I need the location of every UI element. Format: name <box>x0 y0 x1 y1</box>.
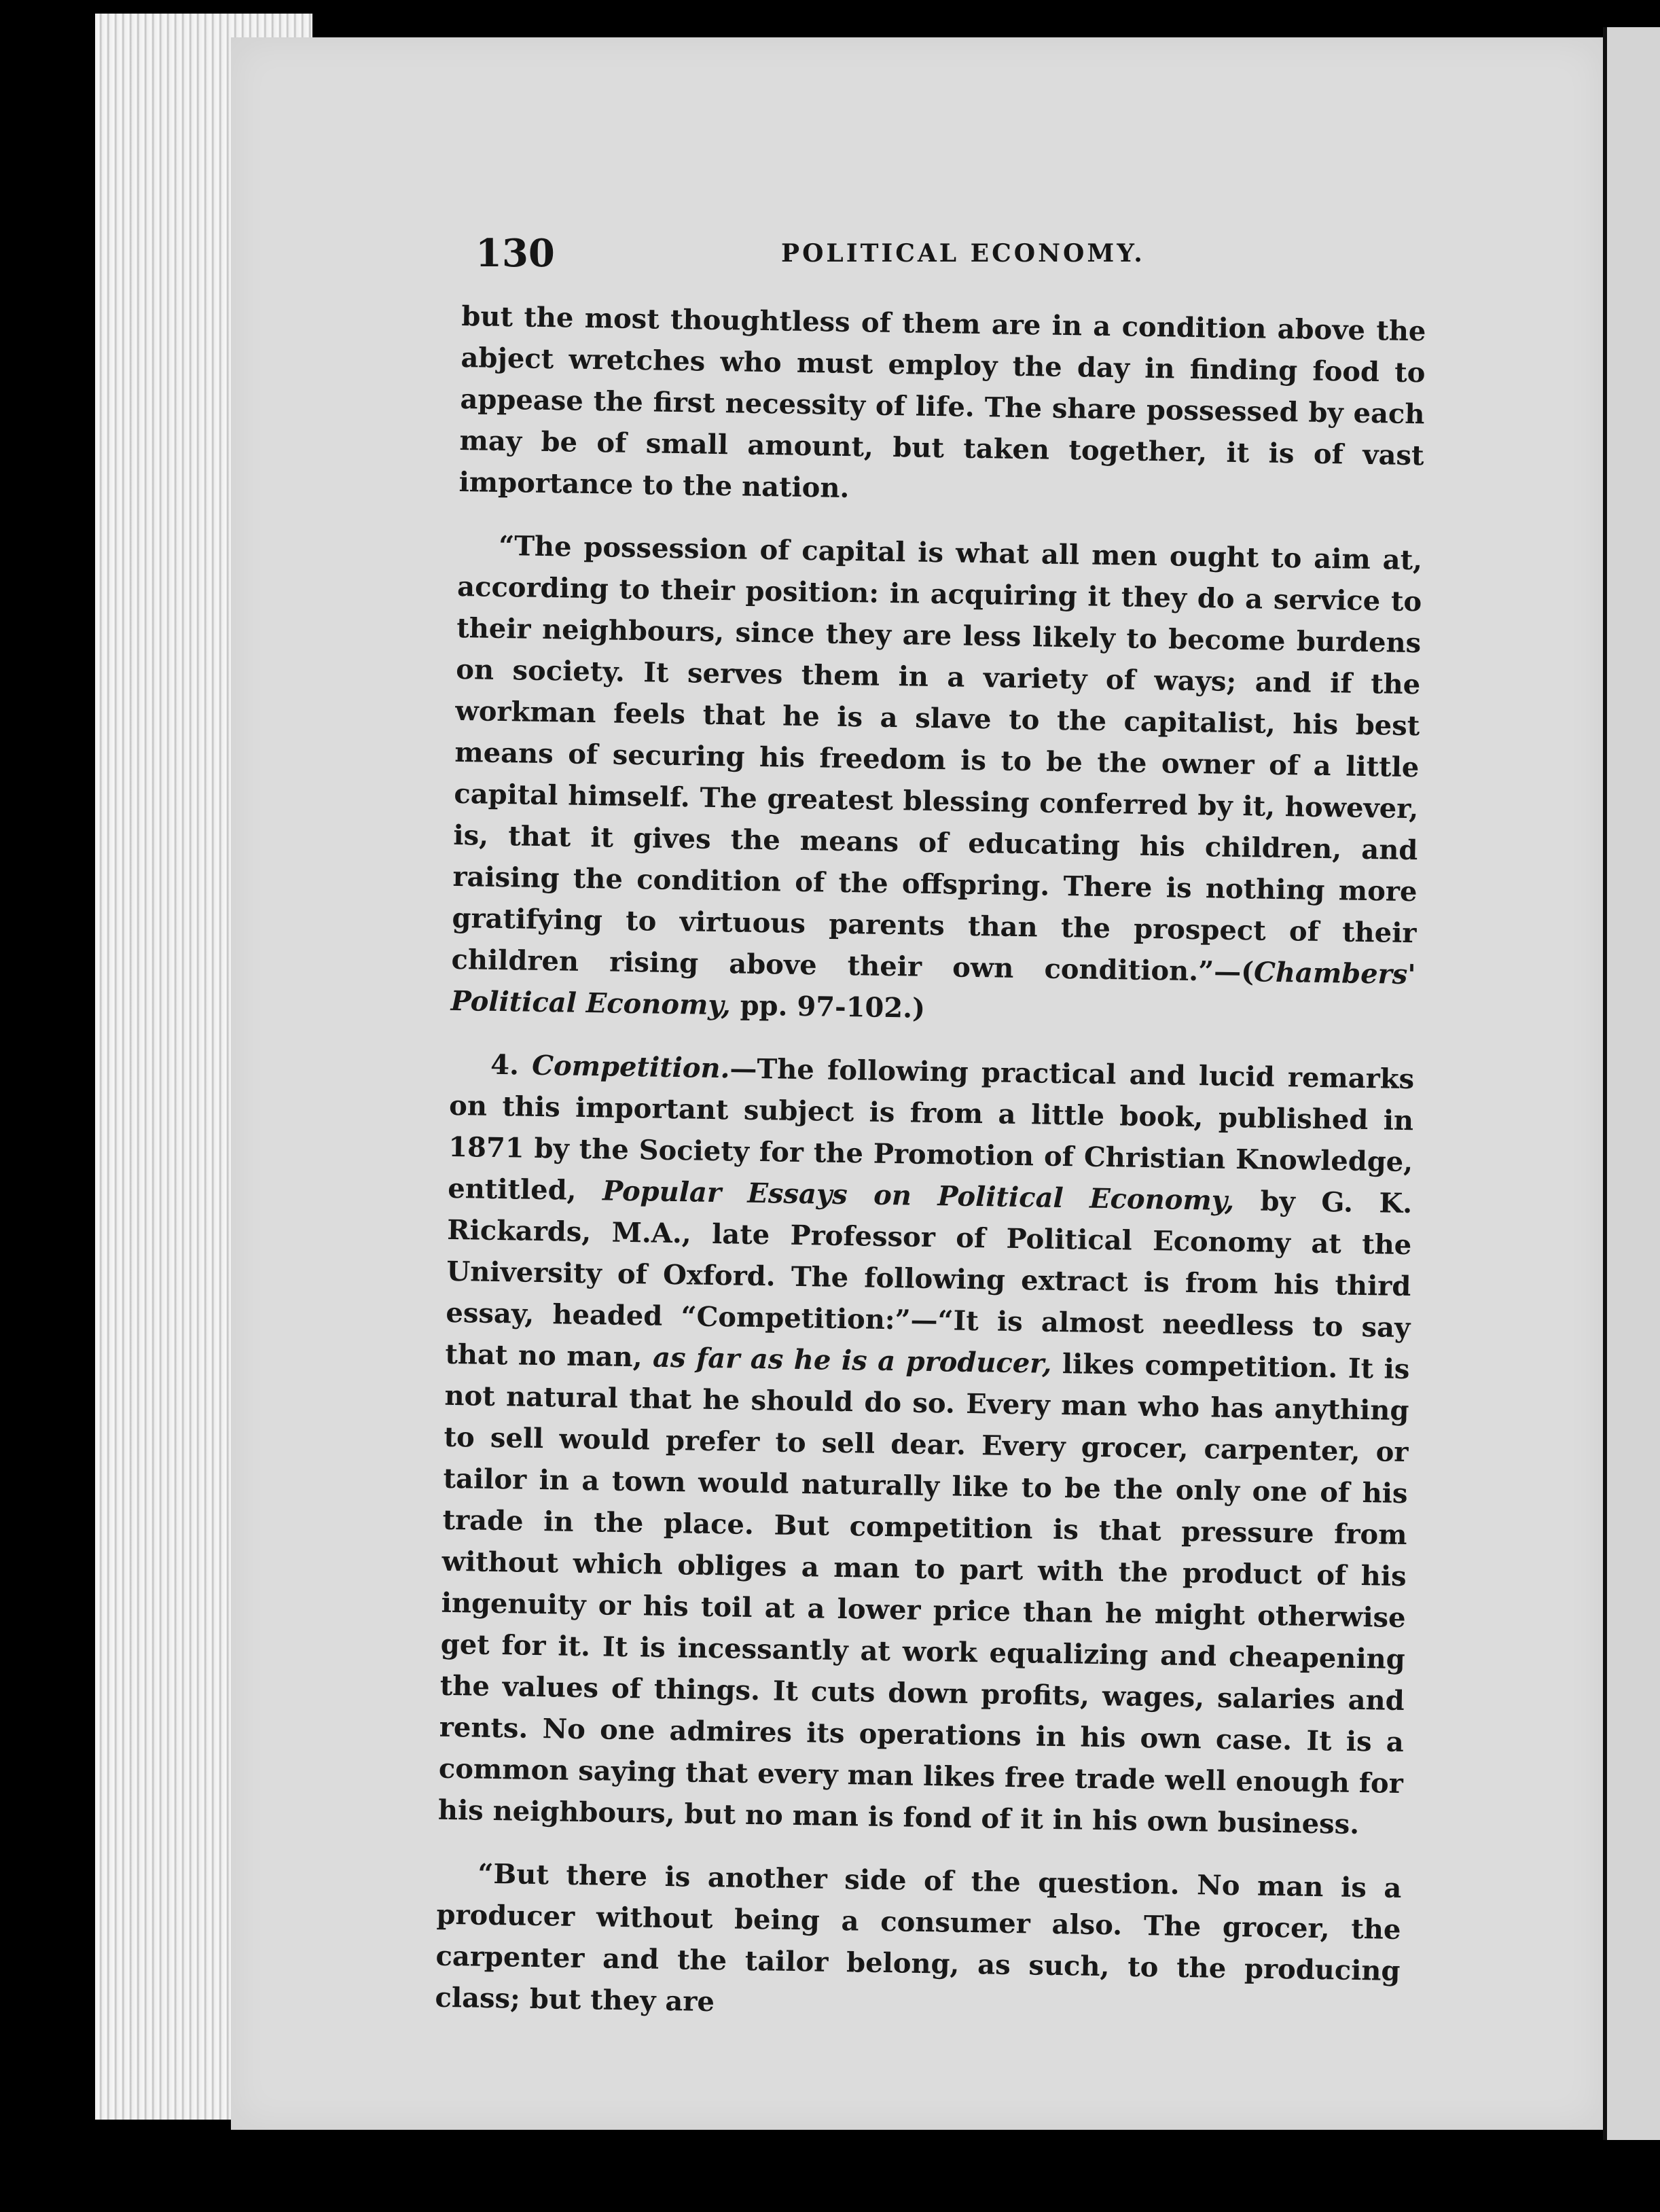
paragraph-4 <box>435 1853 1402 2033</box>
body-text <box>435 296 1426 2055</box>
section-number: 4. <box>490 1048 533 1082</box>
paragraph-3 <box>438 1043 1415 1846</box>
paragraph-2 <box>450 524 1422 1037</box>
page-title: POLITICAL ECONOMY. <box>781 239 1145 268</box>
book-title: Popular Essays on Political Economy, <box>602 1175 1235 1217</box>
running-head <box>475 231 1494 285</box>
paragraph-3-text-b: by G. K. Rickards, M.A., late Professor of Political Economy at the University of Oxford. The following extract is from his third essay, headed “Competition:”—“It is almost needless to say that no man, <box>445 1185 1413 1374</box>
paragraph-1-text: but the most thoughtless of them are in a condition above the abject wretches who must employ the day in finding food to appease the first necessity of life. The share possessed by each may be of small amount, but taken together, it is of vast importance to the nation. <box>458 300 1426 504</box>
paragraph-1 <box>458 296 1426 518</box>
paragraph-3-text-a: —The following practical and lucid remarks on this important subject is from a little book, published in 1871 by the Society for the Promotion of Christian Knowledge, entitled, <box>447 1052 1415 1207</box>
citation-title: Chambers' Political Economy, <box>450 956 1416 1022</box>
emphasis-phrase: as far as he is a producer, <box>652 1341 1052 1380</box>
page-number: 130 <box>475 231 555 276</box>
paragraph-3-text-c: likes competition. It is not natural that he should do so. Every man who has anything to sell would prefer to sell dear. Every grocer, carpenter, or tailor in a town would naturally like to be the only one of his trade in the place. But competition is that pressure from without which obliges a man to part with the product of his ingenuity or his toil at a lower price than he might otherwise get for it. It is incessantly at work equalizing and cheapening the values of things. It cuts down profits, wages, salaries and rents. No one admires its operations in his own case. It is a common saying that every man likes free trade well enough for his neighbours, but no man is fond of it in his own business. <box>437 1347 1410 1841</box>
facing-page-edge <box>1603 27 1660 2140</box>
paragraph-4-text: “But there is another side of the question. No man is a producer without being a consumer also. The grocer, the carpenter and the tailor belong, as such, to the producing class; but they are <box>435 1857 1402 2018</box>
section-heading: Competition. <box>531 1049 730 1085</box>
citation-pages: pp. 97-102.) <box>730 989 926 1024</box>
paragraph-2-text: “The possession of capital is what all men ought to aim at, according to their position: in acquiring it they do a service to their neighbours, since they are less likely to become burdens on society. It serves them in a variety of ways; and if the workman feels that he is a slave to the capitalist, his best means of securing his freedom is to be the owner of a little capital himself. The greatest blessing conferred by it, however, is, that it gives the means of educating his children, and raising the condition of the offspring. There is nothing more gratifying to virtuous parents than the prospect of their children rising above their own condition.”—( <box>451 529 1423 988</box>
